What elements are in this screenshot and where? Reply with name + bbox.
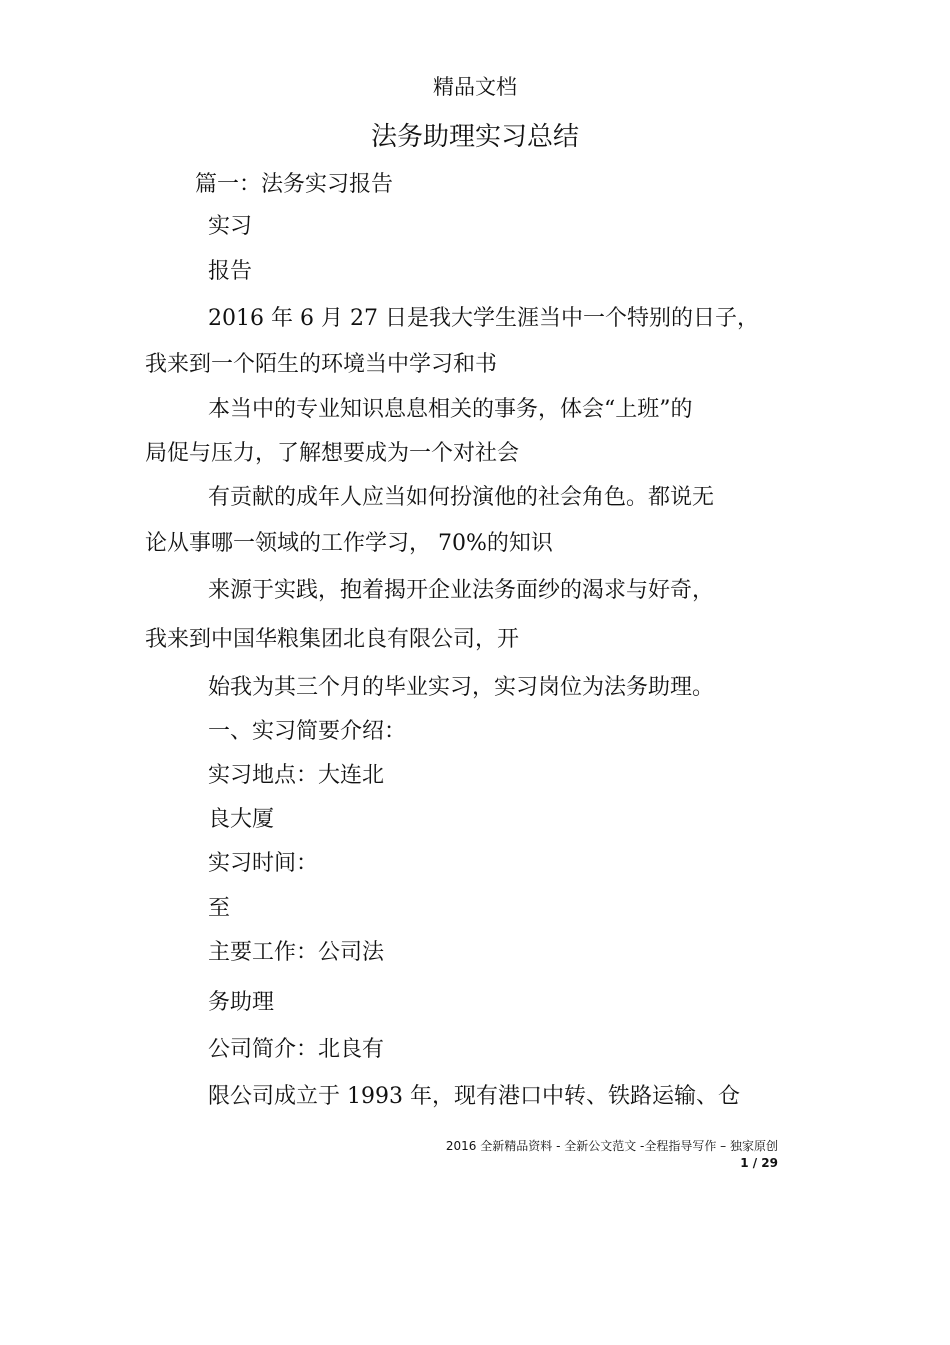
body-line: 至 (208, 896, 231, 921)
page-number: 1 / 29 (740, 1156, 778, 1170)
body-line: 主要工作：公司法 (208, 940, 385, 965)
body-line: 我来到一个陌生的环境当中学习和书 (145, 352, 498, 377)
footer-text: 2016 全新精品资料 - 全新公文范文 -全程指导写作 – 独家原创 (445, 1139, 778, 1153)
body-line: 论从事哪一领域的工作学习， 70%的知识 (145, 531, 553, 556)
body-line: 实习地点：大连北 (208, 763, 385, 788)
body-line: 报告 (208, 259, 253, 284)
body-line: 务助理 (208, 990, 275, 1015)
page-header: 精品文档 (433, 75, 517, 99)
body-line: 一、实习简要介绍： (208, 719, 407, 744)
body-line: 公司简介：北良有 (208, 1037, 385, 1062)
body-line: 限公司成立于 1993 年，现有港口中转、铁路运输、仓 (208, 1084, 740, 1109)
body-line: 来源于实践，抱着揭开企业法务面纱的渴求与好奇， (208, 578, 715, 603)
body-line: 有贡献的成年人应当如何扮演他的社会角色。都说无 (208, 485, 715, 510)
body-line: 良大厦 (208, 807, 275, 832)
body-line: 2016 年 6 月 27 日是我大学生涯当中一个特别的日子， (208, 306, 759, 331)
body-line: 始我为其三个月的毕业实习，实习岗位为法务助理。 (208, 675, 715, 700)
section-heading: 篇一：法务实习报告 (195, 172, 394, 197)
body-line: 实习 (208, 214, 253, 239)
body-line: 实习时间： (208, 851, 319, 876)
document-title: 法务助理实习总结 (370, 122, 579, 152)
body-line: 局促与压力，了解想要成为一个对社会 (145, 441, 520, 466)
body-line: 我来到中国华粮集团北良有限公司，开 (145, 627, 520, 652)
body-line: 本当中的专业知识息息相关的事务，体会“上班”的 (208, 397, 693, 422)
